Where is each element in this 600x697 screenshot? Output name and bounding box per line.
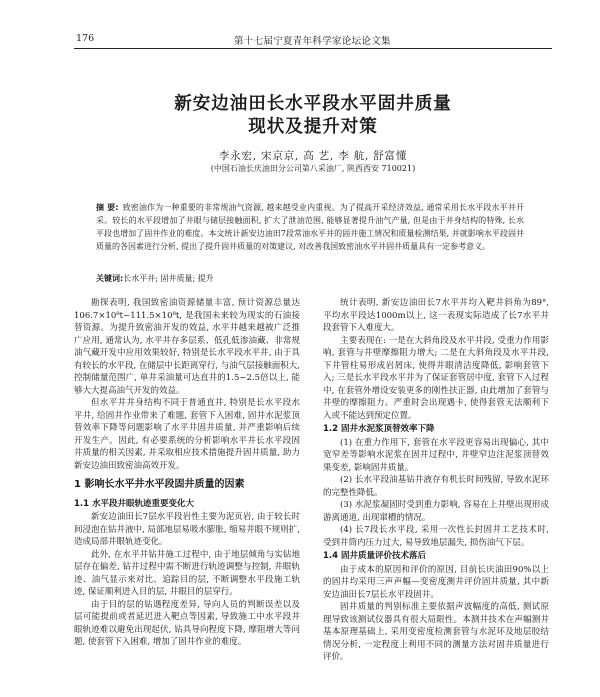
paragraph: (4) 长7段长水平段, 采用一次性长封固井工艺技术时, 受到井筒内压力过大, 易导致地层漏失, 损伤油气下层。	[323, 525, 549, 548]
paragraph: (2) 长水平段油基钻井液存有机长时间残留, 导致水泥环的完整性降低。	[323, 475, 549, 498]
subsection-heading: 1.1 水平段井眼轨迹重要变化大	[74, 498, 195, 509]
paragraph: 统计表明, 新安边油田长7水平井均入靶井斜角为89°, 平均水平段达1000m以上, 这一表现实际造成了长7水平井段套管下入难度大。	[323, 298, 549, 333]
paragraph: (3) 水泥浆凝固时受到重力影响, 容易在上井壁出现形成游离通道, 出现窜槽的情况。	[323, 500, 549, 523]
paragraph: 由于成本的原因和评价的原因, 目前长庆油田90%以上的固井均采用三声声幅—变密度测井评价固井质量, 其中新安边油田长7层长水平段固井。	[323, 564, 549, 600]
paper-title-line-1: 新安边油田长水平段水平固井质量	[174, 94, 452, 114]
left-column	[74, 297, 300, 649]
subsection-heading: 1.2 固井水泥浆顶替效率下降	[323, 424, 435, 434]
keywords	[96, 273, 524, 284]
paragraph: 勘探表明, 我国致密油资源储量丰富, 预计资源总量达106.7×10⁸t~111.5×10⁸t, 是我国未来较为现实的石油接替资源。为提升致密油开发的效益, 水平井越来越被广泛推广应用, 通常认为, 水平井存多层系、低孔低渗油藏、非常规油气藏开发中应用效果较好, 特别是长水平段水平井, 由于具有较长的水平段, 在储层中长距离穿行, 与油气层接触面积大, 控制储量范围广, 单井采油量可达直井的1.5~2.5倍以上, 能够大大提高油气开发的效益。	[74, 298, 301, 396]
paragraph: (1) 在重力作用下, 套管在水平段更容易出现偏心, 其中宽窄差等影响水泥浆在固井过程中, 井壁窄边注泥浆顶替效果变差, 影响固井质量。	[323, 437, 549, 473]
abstract-text: 致密油作为一种重要的非常规油气资源, 越来越受业内重视。为了提高开采经济效益, 通常采用长水平段水平井开采。较长的水平段增加了井眼与储层接触面积, 扩大了泄油范围, 能够显著提升油气产量, 但是由于井身结构的特殊, 长水平段也增加了固井作业的难度。本文统计新安边油田7段常油水平井的固井施工情况和质量检测结果, 并就影响水平段固井质量的各因素进行分析, 提出了提升固井质量的对策建议, 对改善我国致密油水平井固井质量具有一定参考意义。	[96, 203, 525, 251]
keywords-text: 长水平井; 固井质量; 提升	[123, 274, 214, 283]
paragraph: 但水平井井身结构不同于普通直井, 特别是长水平段水平井, 给固井作业带来了难题, 套管下入困难, 固井水泥浆顶替效率下降等问题影响了水平井固井质量, 并严重影响后续开发生产。因此, 有必要系统的分析影响水平井长水平段固井质量的相关因素, 并采取相应技术措施提升固井质量, 助力新安边油田致密油高效开发。	[74, 398, 300, 471]
paper-title-line-2: 现状及提升对策	[248, 117, 378, 137]
journal-title: 第十七届宁夏青年科学家论坛论文集	[234, 36, 391, 47]
affiliation: (中国石油长庆油田分公司第八采油厂, 陕西西安 710021)	[210, 164, 416, 173]
paragraph: 此外, 在水平井钻井施工过程中, 由于地层倾角与实钻地层存在偏差, 钻井过程中需不断进行轨迹调整与控制, 井眼轨迹、油气显示来对比、追踪目的层, 不断调整水平段施工轨迹, 保证顺利进入目的层, 井眼目的层穿行。	[74, 549, 300, 597]
paragraph: 主要表现在: 一是在大斜角段及水平井段, 受重力作用影响, 套管与井壁摩擦阻力增大; 二是在大斜角段及水平井段, 下井管柱易形成岩屑床, 使得井眼清洁度降低, 影响套管下入; 三是长水平段水平井为了保证套管居中度, 套管下入过程中, 在套管外增设安装更多的刚性扶正器, 由此增加了套管与井壁的摩擦阻力。严重时会出现遇卡, 使得套管无法顺利下入或不能达到预定位置。	[323, 335, 549, 421]
subsection-heading: 1.4 固井质量评价技术落后	[323, 551, 427, 561]
keywords-label: 关键词:	[96, 274, 124, 283]
section-heading: 1 影响长水平井水平段固井质量的因素	[74, 479, 245, 490]
paragraph: 新安边油田长7层水平段岩性主要为泥页岩, 由于较长时间浸泡在钻井液中, 局部地层易吸水膨胀, 缩易井眼不规则扩, 造成局部井眼轨迹变化。	[74, 512, 301, 547]
paragraph: 由于目的层的钻遇程度差异, 导向人员的判断误差以及层可能提前或者延迟进入靶点等因素, 导致施工中水平段井眼轨迹难以避免出现起伏, 钻具导向程度下降, 摩阻增大等问题, 使套管下入困难, 增加了固井作业的难度。	[74, 599, 300, 647]
paragraph: 固井质量的判别标准主要依据声波幅度的高低, 测试原理导致该测试仪器具有很大局限性。本测井技术在声幅测井基本原理基础上, 采用变密度检测套管与水泥环及地层胶结情况分析, 一定程度上利用不同的测量方法对固井质量进行评价。	[323, 602, 549, 662]
abstract-label: 摘 要:	[96, 203, 119, 212]
header-rule	[74, 48, 552, 49]
abstract	[96, 201, 524, 253]
right-column	[323, 297, 549, 664]
authors: 李永宏, 宋京京, 高 艺, 李 航, 舒富懂	[218, 150, 408, 162]
page-number: 176	[76, 33, 95, 44]
